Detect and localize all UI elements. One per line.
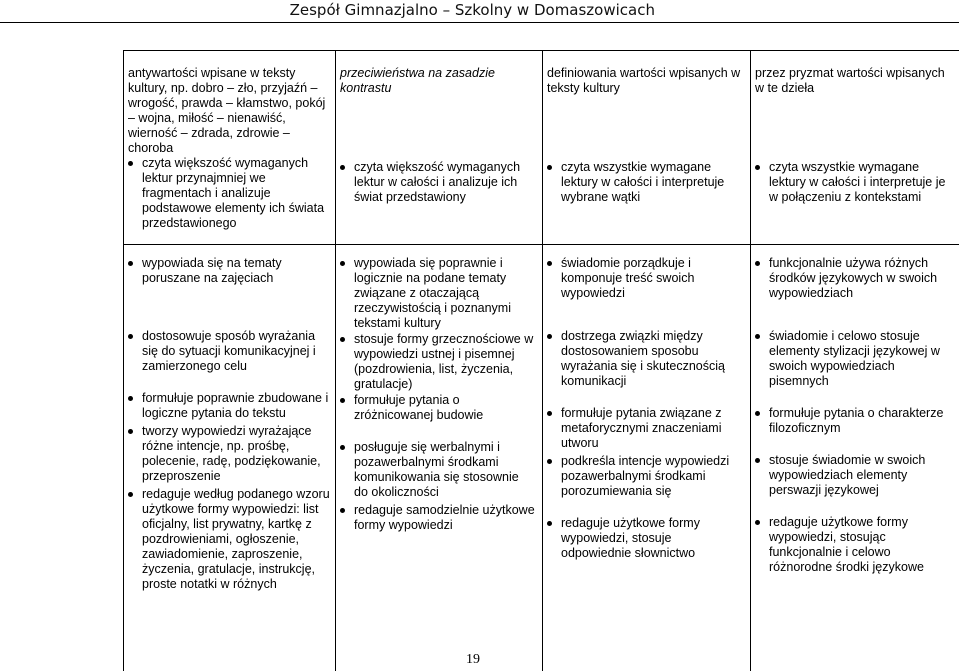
list-item: redaguje samodzielnie użytkowe formy wypowiedzi xyxy=(340,503,536,533)
list-item: podkreśla intencje wypowiedzi pozawerbalnymi środkami porozumiewania się xyxy=(547,454,743,499)
page-header xyxy=(0,0,959,23)
list-item: redaguje użytkowe formy wypowiedzi, stosując funkcjonalnie i celowo różnorodne środki językowe xyxy=(755,515,953,575)
list-item: redaguje według podanego wzoru użytkowe formy wypowiedzi: list oficjalny, list prywatny, kartkę z pozdrowieniami, ogłoszenie, zawiadomienie, zaproszenie, życzenia, gratulacje, instrukcję, proste notatki w różnych xyxy=(128,487,332,592)
list-item: tworzy wypowiedzi wyrażające różne intencje, np. prośbę, polecenie, radę, podziękowanie, przeproszenie xyxy=(128,424,332,484)
list-item: formułuje pytania związane z metaforycznymi znaczeniami utworu xyxy=(547,406,743,451)
table-cell-r2c4 xyxy=(755,256,953,575)
list-item: czyta większość wymaganych lektur w całości i analizuje ich świat przedstawiony xyxy=(340,160,536,205)
table-cell-r2c3 xyxy=(547,256,743,561)
cell-intro-text: przeciwieństwa na zasadzie kontrastu xyxy=(340,66,495,95)
page-header-title: Zespół Gimnazjalno – Szkolny w Domaszowicach xyxy=(289,1,655,19)
list-item: świadomie i celowo stosuje elementy stylizacji językowej w swoich wypowiedziach pisemnych xyxy=(755,329,953,389)
table-cell-r1c2 xyxy=(340,66,536,205)
table-cell-r2c2 xyxy=(340,256,536,533)
cell-intro-text: antywartości wpisane w teksty kultury, np. dobro – zło, przyjaźń – wrogość, prawda – kłamstwo, pokój – wojna, miłość – nienawiść, wierność – zdrada, zdrowie –choroba xyxy=(128,66,326,155)
table-cell-r2c1 xyxy=(128,256,332,592)
list-item: stosuje formy grzecznościowe w wypowiedzi ustnej i pisemnej (pozdrowienia, list, życzenia, gratulacje) xyxy=(340,332,536,392)
list-item: funkcjonalnie używa różnych środków językowych w swoich wypowiedziach xyxy=(755,256,953,301)
table-cell-r1c3 xyxy=(547,66,743,205)
list-item: czyta większość wymaganych lektur przynajmniej we fragmentach i analizuje podstawowe elementy ich świata przedstawionego xyxy=(128,156,332,231)
list-item: dostrzega związki między dostosowaniem sposobu wyrażania się i skutecznością komunikacji xyxy=(547,329,743,389)
list-item: czyta wszystkie wymagane lektury w całości i interpretuje je w połączeniu z kontekstami xyxy=(755,160,953,205)
list-item: formułuje pytania o charakterze filozoficznym xyxy=(755,406,953,436)
list-item: wypowiada się poprawnie i logicznie na podane tematy związane z otaczającą rzeczywistością i poznanymi tekstami kultury xyxy=(340,256,536,331)
table-cell-r1c4 xyxy=(755,66,953,205)
list-item: redaguje użytkowe formy wypowiedzi, stosuje odpowiednie słownictwo xyxy=(547,516,743,561)
list-item: wypowiada się na tematy poruszane na zajęciach xyxy=(128,256,332,286)
list-item: formułuje pytania o zróżnicowanej budowie xyxy=(340,393,536,423)
list-item: posługuje się werbalnymi i pozawerbalnymi środkami komunikowania się stosownie do okoliczności xyxy=(340,440,536,500)
list-item: formułuje poprawnie zbudowane i logiczne pytania do tekstu xyxy=(128,391,332,421)
cell-intro-text: przez pryzmat wartości wpisanych w te dzieła xyxy=(755,66,945,95)
list-item: świadomie porządkuje i komponuje treść swoich wypowiedzi xyxy=(547,256,743,301)
list-item: dostosowuje sposób wyrażania się do sytuacji komunikacyjnej i zamierzonego celu xyxy=(128,329,332,374)
list-item: stosuje świadomie w swoich wypowiedziach elementy perswazji językowej xyxy=(755,453,953,498)
row-divider xyxy=(124,244,959,245)
page-number: 19 xyxy=(466,652,480,667)
requirements-table xyxy=(123,50,959,671)
cell-intro-text: definiowania wartości wpisanych w teksty kultury xyxy=(547,66,741,95)
table-cell-r1c1 xyxy=(128,66,332,231)
list-item: czyta wszystkie wymagane lektury w całości i interpretuje wybrane wątki xyxy=(547,160,743,205)
